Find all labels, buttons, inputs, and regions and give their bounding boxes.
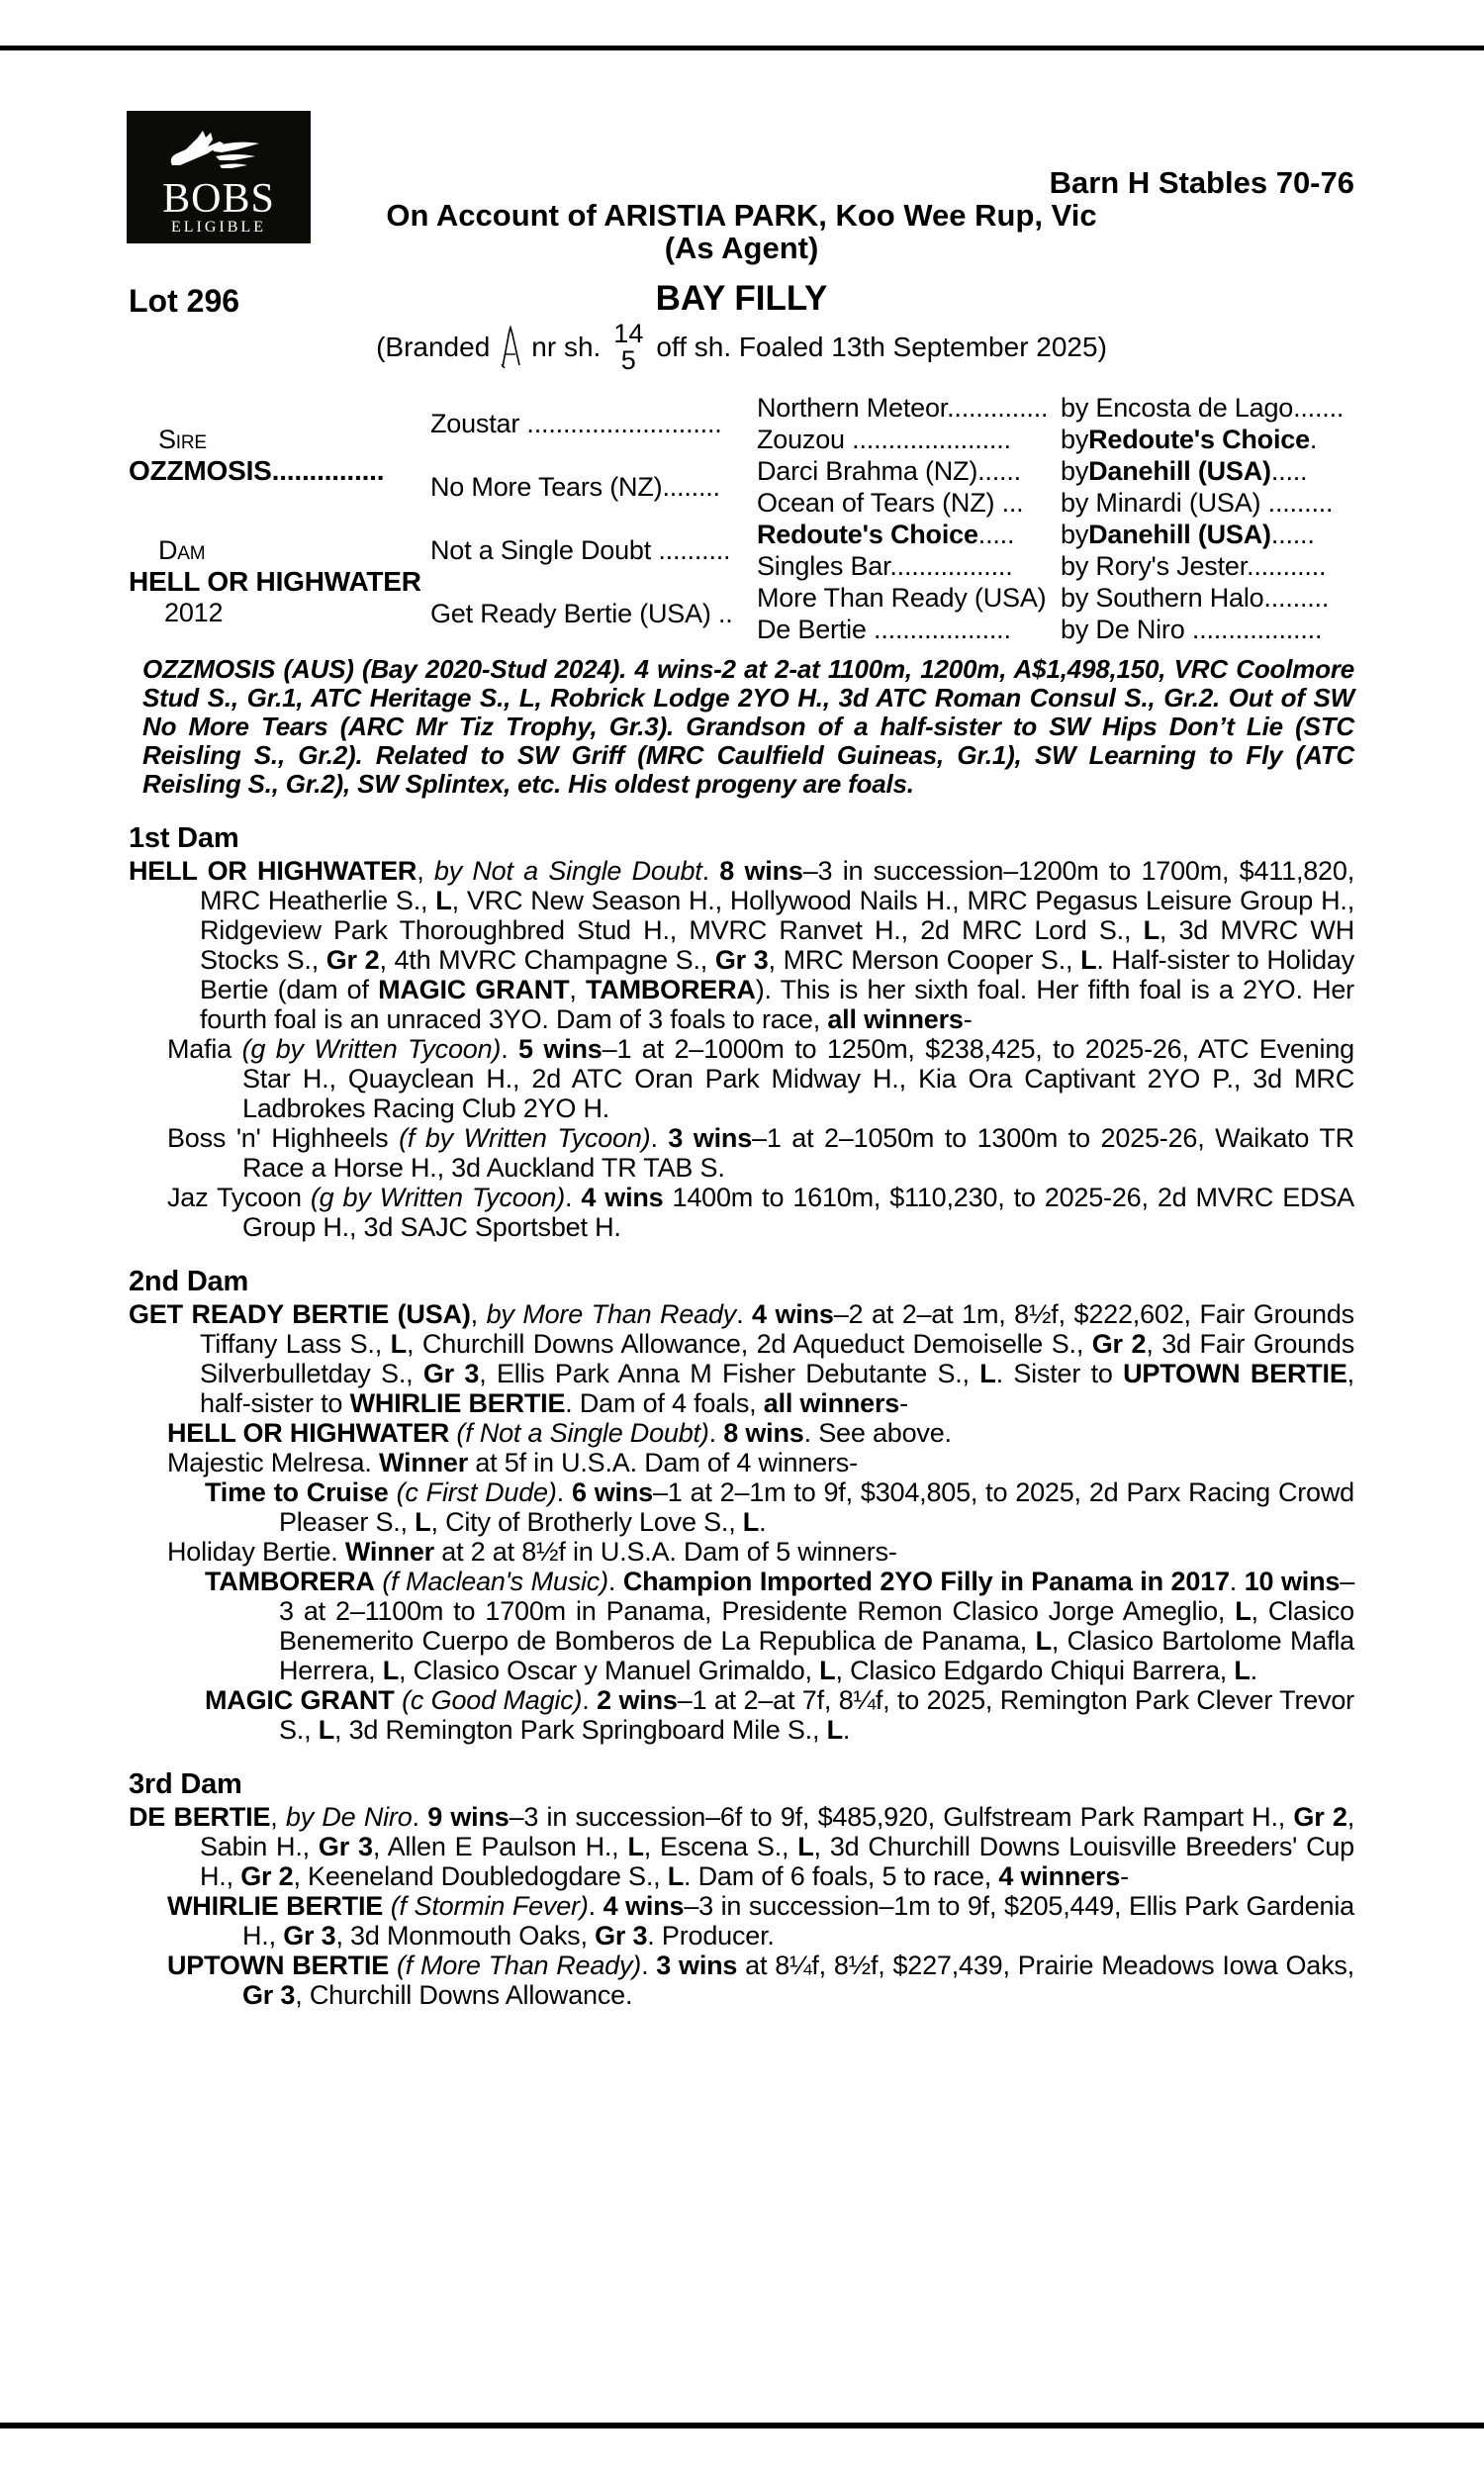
pedigree-body [129,649,1354,2010]
dam-sire: Not a Single Doubt .......... [430,534,731,565]
pedigree-paragraph: DE BERTIE, by De Niro. 9 wins–3 in succession–6f to 9f, $485,920, Gulfstream Park Rampart H., Gr 2, Sabin H., Gr 3, Allen E Paulson H., L, Escena S., L, 3d Churchill Downs Louisville Breeders' Cup H., Gr 2, Keeneland Doubledogdare S., L. Dam of 6 foals, 5 to race, 4 winners- [129,1802,1355,1891]
dam-section [129,1769,1354,2010]
pedigree-ancestor-name: Zouzou ...................... [757,424,1011,454]
branded-mid: nr sh. [531,332,602,362]
pedigree-ancestor-by: by Redoute's Choice . [1061,424,1318,454]
pedigree-paragraph: Jaz Tycoon (g by Written Tycoon). 4 wins 1400m to 1610m, $110,230, to 2025-26, 2d MVRC EDSA Group H., 3d SAJC Sportsbet H. [167,1183,1354,1242]
pedigree-ancestor-name: Darci Brahma (NZ)...... [757,455,1021,486]
pedigree-paragraph: UPTOWN BERTIE (f More Than Ready). 3 wins at 8¼f, 8½f, $227,439, Prairie Meadows Iowa Oaks, Gr 3, Churchill Downs Allowance. [167,1951,1354,2010]
sire-label: Sire [158,424,207,454]
pedigree-paragraph: Mafia (g by Written Tycoon). 5 wins–1 at 2–1000m to 1250m, $238,425, to 2025-26, ATC Evening Star H., Quayclean H., 2d ATC Oran Park Midway H., Kia Ora Captivant 2YO P., 3d MRC Ladbrokes Racing Club 2YO H. [167,1034,1354,1123]
pedigree-paragraph: Time to Cruise (c First Dude). 6 wins–1 at 2–1m to 9f, $304,805, to 2025, 2d Parx Racing Crowd Pleaser S., L, City of Brotherly Love S., L. [205,1477,1354,1537]
dam-year: 2012 [164,598,224,627]
dam-section [129,1267,1354,1745]
account-line: On Account of ARISTIA PARK, Koo Wee Rup, Vic [386,198,1097,233]
pedigree-ancestor-name: De Bertie ................... [757,614,1011,644]
logo-text-bobs: BOBS [162,176,275,222]
brand-fraction [609,321,647,374]
page-title: BAY FILLY [655,279,828,318]
pedigree-paragraph: GET READY BERTIE (USA), by More Than Ready. 4 wins–2 at 2–at 1m, 8½f, $222,602, Fair Grounds Tiffany Lass S., L, Churchill Downs Allowance, 2d Aqueduct Demoiselle S., Gr 2, 3d Fair Grounds Silverbulletday S., Gr 3, Ellis Park Anna M Fisher Debutante S., L. Sister to UPTOWN BERTIE, half-sister to WHIRLIE BERTIE. Dam of 4 foals, all winners- [129,1299,1354,1418]
brand-fraction-top: 14 [613,319,644,348]
pedigree-ancestor-by: by Southern Halo......... [1061,582,1330,613]
pedigree-ancestor-by: by Danehill (USA) ...... [1061,519,1315,549]
dam-name: HELL OR HIGHWATER [129,566,421,597]
barn-line: Barn H Stables 70-76 [1049,165,1354,200]
pedigree-ancestor-by: by Encosta de Lago....... [1061,392,1345,423]
brand-mark-icon [499,325,522,370]
sire-summary: OZZMOSIS (AUS) (Bay 2020-Stud 2024). 4 wins-2 at 2-at 1100m, 1200m, A$1,498,150, VRC Coolmore Stud S., Gr.1, ATC Heritage S., L, Robrick Lodge 2YO H., 3d ATC Roman Consul S., Gr.2. Out of SW No More Tears (ARC Mr Tiz Trophy, Gr.3). Grandson of a half-sister to SW Hips Don’t Lie (STC Reisling S., Gr.2). Related to SW Griff (MRC Caulfield Guineas, Gr.1), SW Learning to Fly (ATC Reisling S., Gr.2), SW Splintex, etc. His oldest progeny are foals. [142,654,1354,799]
top-rule [0,46,1484,50]
pedigree-ancestor-name: Singles Bar................. [757,550,1013,581]
brand-fraction-bottom: 5 [620,345,636,375]
pedigree-table [129,392,1354,645]
dam-dam: Get Ready Bertie (USA) .. [430,598,733,628]
pedigree-paragraph: Majestic Melresa. Winner at 5f in U.S.A. Dam of 4 winners- [167,1448,858,1477]
pedigree-ancestor-by: by Minardi (USA) ......... [1061,487,1334,518]
branded-suffix: off sh. Foaled 13th September 2025) [656,332,1107,362]
dam-heading: 2nd Dam [129,1266,249,1297]
dam-sections [129,823,1354,2010]
dam-block [129,519,430,645]
pedigree-ancestor-name: More Than Ready (USA) [757,582,1047,613]
sire-name: OZZMOSIS............... [129,454,385,486]
sire-block [129,392,430,519]
pedigree-paragraph: Holiday Bertie. Winner at 2 at 8½f in U.S.A. Dam of 5 winners- [167,1537,897,1567]
pedigree-ancestor-by: by Rory's Jester........... [1061,550,1327,581]
dam-section [129,823,1354,1242]
dam-heading: 3rd Dam [129,1768,242,1800]
logo-text-eligible: ELIGIBLE [171,219,266,236]
sire-sire: Zoustar ........................... [430,408,722,438]
pedigree-ancestor-name: Redoute's Choice ..... [757,519,1015,549]
sire-dam: No More Tears (NZ)........ [430,471,720,502]
pedigree-paragraph: Boss 'n' Highheels (f by Written Tycoon). 3 wins–1 at 2–1050m to 1300m to 2025-26, Waikato TR Race a Horse H., 3d Auckland TR TAB S. [167,1123,1354,1183]
pedigree-ancestor-name: Ocean of Tears (NZ) ... [757,487,1024,518]
pedigree-paragraph: MAGIC GRANT (c Good Magic). 2 wins–1 at 2–at 7f, 8¼f, to 2025, Remington Park Clever Trevor S., L, 3d Remington Park Springboard Mile S., L. [205,1685,1354,1745]
bottom-rule [0,2423,1484,2428]
pedigree-paragraph: TAMBORERA (f Maclean's Music). Champion Imported 2YO Filly in Panama in 2017. 10 wins–3 at 2–1100m to 1700m in Panama, Presidente Remon Clasico Jorge Ameglio, L, Clasico Benemerito Cuerpo de Bomberos de La Republica de Panama, L, Clasico Bartolome Mafla Herrera, L, Clasico Oscar y Manuel Grimaldo, L, Clasico Edgardo Chiqui Barrera, L. [205,1567,1355,1685]
pedigree-paragraph: HELL OR HIGHWATER, by Not a Single Doubt. 8 wins–3 in succession–1200m to 1700m, $411,820, MRC Heatherlie S., L, VRC New Season H., Hollywood Nails H., MRC Pegasus Leisure Group H., Ridgeview Park Thoroughbred Stud H., MVRC Ranvet H., 2d MRC Lord S., L, 3d MVRC WH Stocks S., Gr 2, 4th MVRC Champagne S., Gr 3, MRC Merson Cooper S., L. Half-sister to Holiday Bertie (dam of MAGIC GRANT, TAMBORERA). This is her sixth foal. Her fifth foal is a 2YO. Her fourth foal is an unraced 3YO. Dam of 3 foals to race, all winners- [129,856,1355,1034]
dam-label: Dam [158,535,206,565]
lot-number: Lot 296 [129,283,240,319]
pedigree-ancestor-by: by Danehill (USA) ..... [1061,455,1308,486]
pedigree-ancestor-name: Northern Meteor.............. [757,392,1049,423]
pedigree-paragraph: HELL OR HIGHWATER (f Not a Single Doubt). 8 wins. See above. [167,1418,952,1448]
branded-prefix: (Branded [376,332,491,362]
branded-line [129,317,1354,378]
agent-line: (As Agent) [664,231,819,265]
dam-heading: 1st Dam [129,822,239,854]
pedigree-paragraph: WHIRLIE BERTIE (f Stormin Fever). 4 wins–3 in succession–1m to 9f, $205,449, Ellis Park Gardenia H., Gr 3, 3d Monmouth Oaks, Gr 3. Producer. [167,1891,1354,1951]
pedigree-ancestor-by: by De Niro .................. [1061,614,1323,644]
